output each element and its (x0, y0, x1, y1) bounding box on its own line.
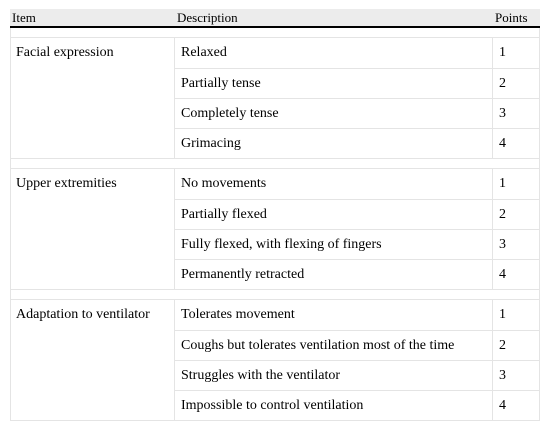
item-label: Adaptation to ventilator (16, 307, 150, 322)
description-cell: Coughs but tolerates ventilation most of the time (174, 330, 492, 360)
item-label-empty (11, 98, 174, 128)
points-cell: 4 (492, 128, 539, 158)
item-label-empty (11, 360, 174, 390)
points-cell: 3 (492, 229, 539, 259)
description-cell: Impossible to control ventilation (174, 390, 492, 420)
group-facial-expression (10, 38, 540, 159)
description-cell: Struggles with the ventilator (174, 360, 492, 390)
table-row (10, 128, 540, 158)
points-cell: 4 (492, 259, 539, 289)
table-row (10, 98, 540, 128)
table-row (10, 330, 540, 360)
table-row (10, 38, 540, 68)
description-cell: Tolerates movement (174, 300, 492, 330)
item-label-empty (11, 390, 174, 420)
description-cell: Partially flexed (174, 199, 492, 229)
table-row (10, 169, 540, 199)
points-cell: 1 (492, 169, 539, 199)
item-label: Facial expression (16, 45, 114, 60)
group-spacer (10, 290, 540, 300)
description-cell: Partially tense (174, 68, 492, 98)
table-row (10, 390, 540, 420)
header-description: Description (177, 10, 238, 25)
group-adaptation-to-ventilator (10, 300, 540, 421)
table-body (10, 28, 540, 421)
points-cell: 3 (492, 98, 539, 128)
item-label-empty (11, 68, 174, 98)
table-row (10, 300, 540, 330)
points-cell: 1 (492, 300, 539, 330)
group-spacer (10, 28, 540, 38)
points-cell: 2 (492, 330, 539, 360)
scoring-table (10, 9, 540, 421)
points-cell: 2 (492, 68, 539, 98)
table-header (10, 9, 540, 28)
points-cell: 4 (492, 390, 539, 420)
description-cell: Permanently retracted (174, 259, 492, 289)
description-cell: Completely tense (174, 98, 492, 128)
table-row (10, 199, 540, 229)
group-spacer (10, 159, 540, 169)
points-cell: 1 (492, 38, 539, 68)
description-cell: Relaxed (174, 38, 492, 68)
description-cell: Grimacing (174, 128, 492, 158)
table-row (10, 68, 540, 98)
table-row (10, 259, 540, 289)
description-cell: Fully flexed, with flexing of fingers (174, 229, 492, 259)
table-row (10, 360, 540, 390)
header-points: Points (495, 10, 528, 25)
item-label-empty (11, 330, 174, 360)
item-label-empty (11, 199, 174, 229)
table-row (10, 229, 540, 259)
item-label: Upper extremities (16, 176, 117, 191)
header-item: Item (12, 10, 36, 25)
description-cell: No movements (174, 169, 492, 199)
item-label-empty (11, 259, 174, 289)
points-cell: 3 (492, 360, 539, 390)
group-upper-extremities (10, 169, 540, 290)
item-label-empty (11, 229, 174, 259)
item-label-empty (11, 128, 174, 158)
points-cell: 2 (492, 199, 539, 229)
